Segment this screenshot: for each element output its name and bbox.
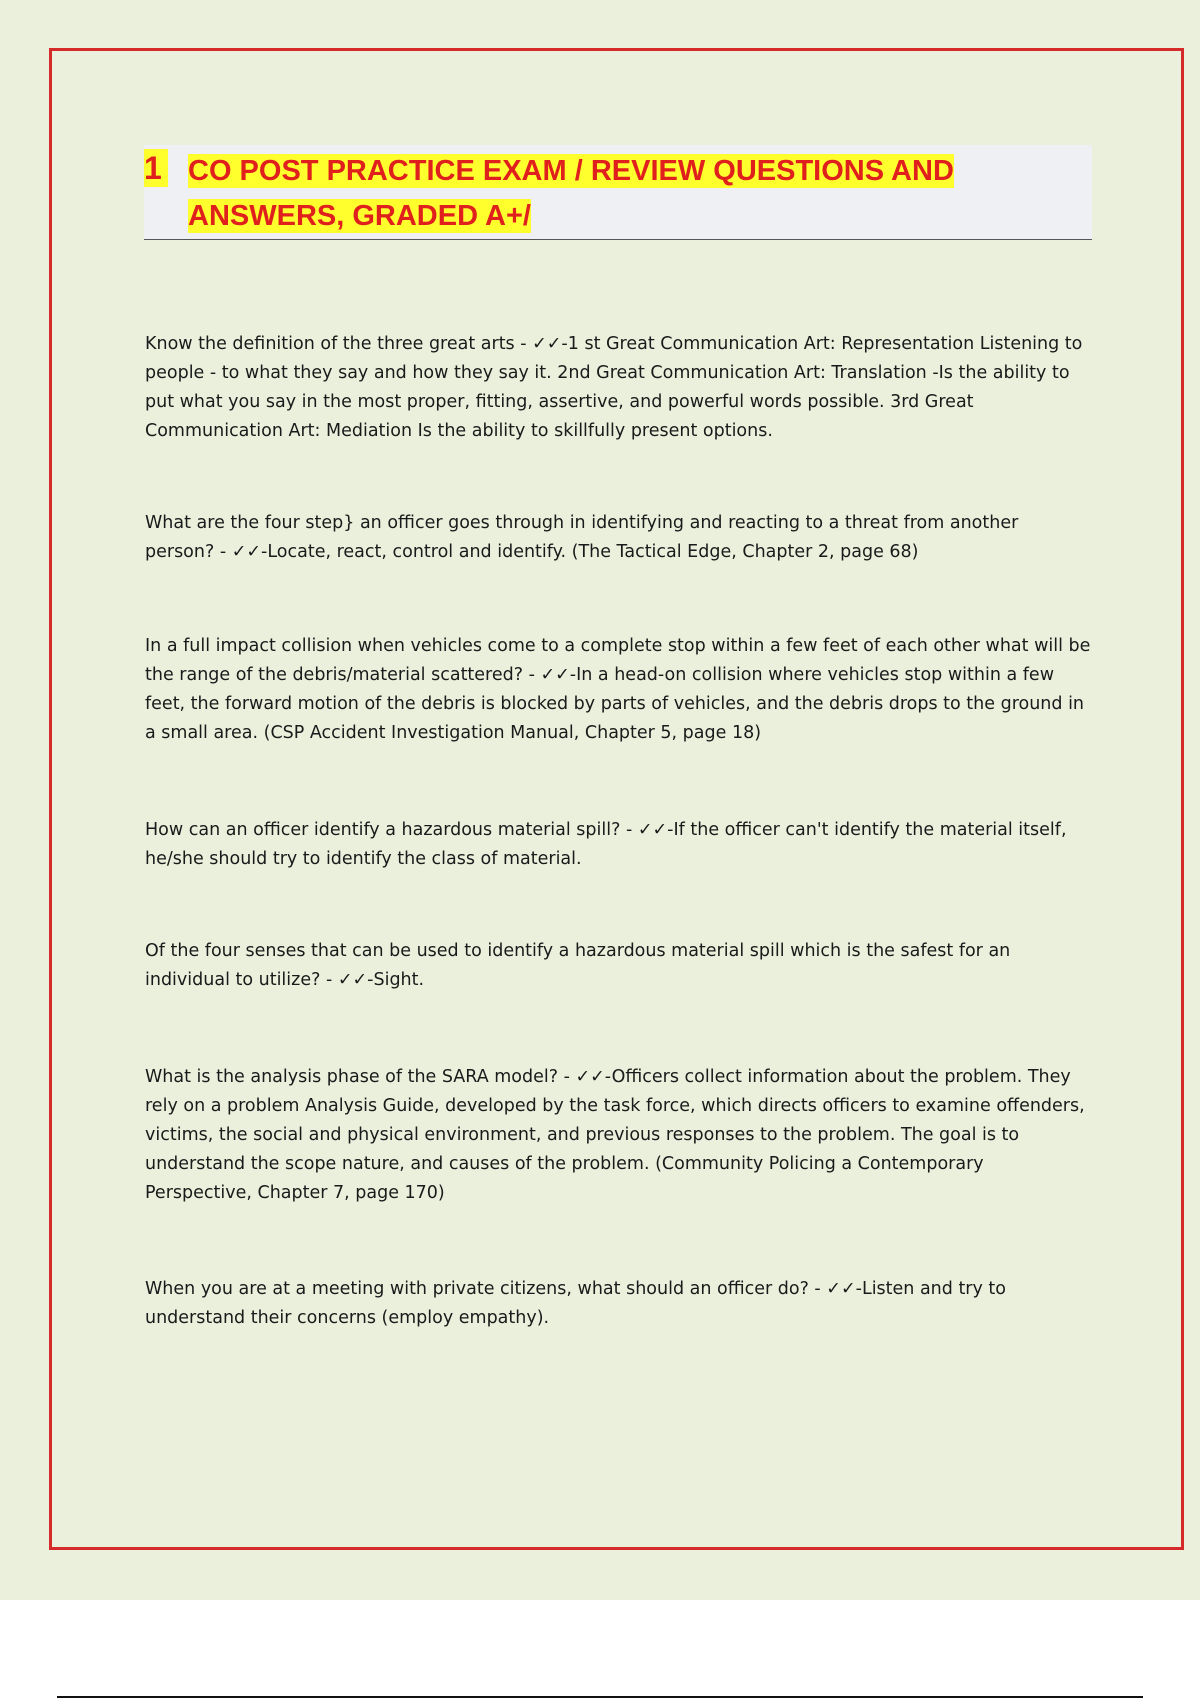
page-title — [188, 149, 1048, 239]
question-paragraph: In a full impact collision when vehicles come to a complete stop within a few feet of each other what will be the range of the debris/material scattered? - ✓✓-In a head-on collision where vehicles stop within a few feet, the forward motion of the debris is blocked by parts of vehicles, and the debris drops to the ground in a small area. (CSP Accident Investigation Manual, Chapter 5, page 18) — [145, 636, 1091, 743]
heading-number: 1 — [144, 149, 168, 187]
document-heading — [144, 145, 1092, 240]
question-paragraph: How can an officer identify a hazardous material spill? - ✓✓-If the officer can't identify the material itself, he/she should try to identify the class of material. — [145, 820, 1067, 869]
question-paragraph: When you are at a meeting with private citizens, what should an officer do? - ✓✓-Listen and try to understand their concerns (employ empathy). — [145, 1279, 1006, 1328]
question-paragraph: What is the analysis phase of the SARA model? - ✓✓-Officers collect information about the problem. They rely on a problem Analysis Guide, developed by the task force, which directs officers to examine offenders, victims, the social and physical environment, and previous responses to the problem. The goal is to understand the scope nature, and causes of the problem. (Community Policing a Contemporary Perspective, Chapter 7, page 170) — [145, 1067, 1085, 1203]
footer-divider — [57, 1696, 1143, 1698]
page-title-text: CO POST PRACTICE EXAM / REVIEW QUESTIONS AND ANSWERS, GRADED A+/ — [188, 155, 954, 232]
question-paragraph: Of the four senses that can be used to identify a hazardous material spill which is the safest for an individual to utilize? - ✓✓-Sight. — [145, 941, 1011, 990]
question-paragraph: What are the four step} an officer goes through in identifying and reacting to a threat from another person? - ✓✓-Locate, react, control and identify. (The Tactical Edge, Chapter 2, page 68) — [145, 513, 1019, 562]
question-paragraph: Know the definition of the three great arts - ✓✓-1 st Great Communication Art: Representation Listening to people - to what they say and how they say it. 2nd Great Communication Art: Translation -Is the ability to put what you say in the most proper, fitting, assertive, and powerful words possible. 3rd Great Communication Art: Mediation Is the ability to skillfully present options. — [145, 334, 1083, 441]
